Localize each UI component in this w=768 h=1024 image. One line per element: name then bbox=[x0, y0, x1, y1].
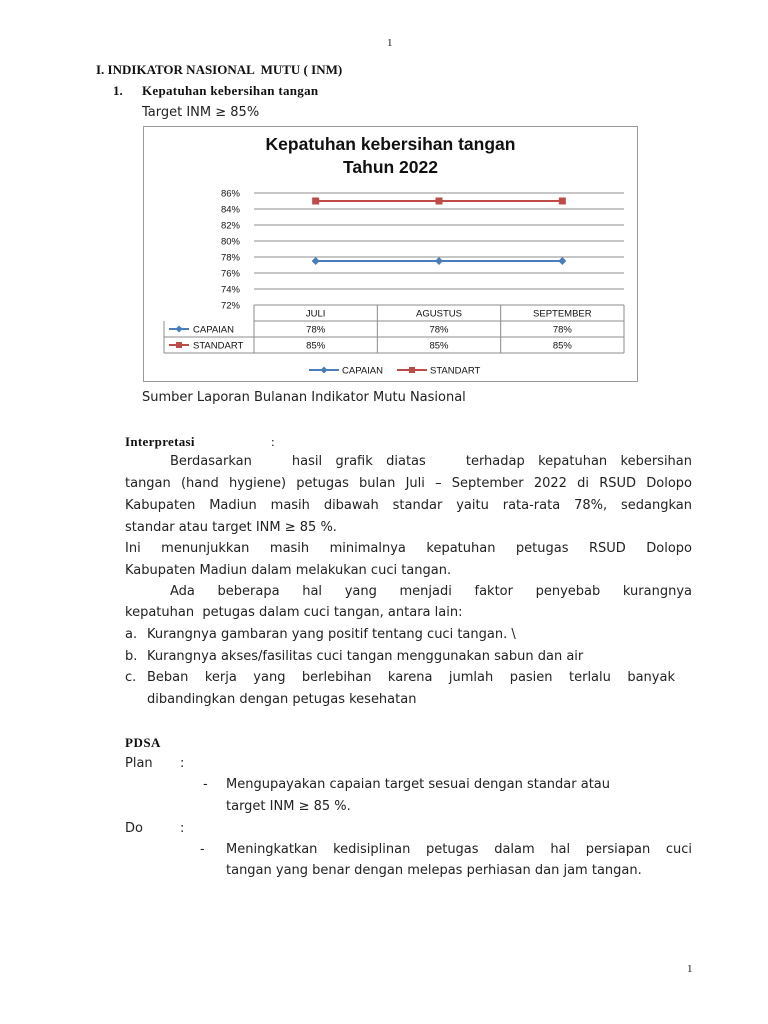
legend-label-standart: STANDART bbox=[430, 365, 481, 377]
paragraph-1-line-4: standar atau target INM ≥ 85 %. bbox=[125, 520, 337, 535]
chart-subtitle: Tahun 2022 bbox=[343, 157, 438, 177]
plan-colon: : bbox=[180, 756, 185, 771]
data-label: 78% bbox=[306, 324, 326, 336]
data-point-standart bbox=[312, 198, 319, 205]
do-colon: : bbox=[180, 821, 185, 836]
data-point-standart bbox=[436, 198, 443, 205]
list-marker-b: b. bbox=[125, 649, 138, 664]
data-label: 78% bbox=[552, 324, 572, 336]
interpretation-colon: : bbox=[271, 434, 275, 449]
table-legend-marker bbox=[176, 342, 182, 348]
x-category-label: AGUSTUS bbox=[416, 308, 462, 320]
legend-marker bbox=[321, 367, 328, 374]
y-tick-label: 80% bbox=[220, 236, 240, 248]
plan-label: Plan bbox=[125, 756, 153, 771]
y-tick-label: 82% bbox=[220, 220, 240, 232]
paragraph-2-line-2: Kabupaten Madiun dalam melakukan cuci tangan. bbox=[125, 563, 452, 578]
y-tick-label: 72% bbox=[220, 300, 240, 312]
list-marker-c: c. bbox=[125, 670, 137, 685]
data-point-capaian bbox=[435, 257, 443, 265]
item-title: Kepatuhan kebersihan tangan bbox=[142, 83, 319, 98]
do-label: Do bbox=[125, 821, 143, 836]
list-item-b: Kurangnya akses/fasilitas cuci tangan menggunakan sabun dan air bbox=[147, 649, 584, 664]
x-category-label: JULI bbox=[305, 308, 326, 320]
list-item-a: Kurangnya gambaran yang positif tentang cuci tangan. \ bbox=[147, 627, 516, 642]
chart-plot bbox=[144, 127, 637, 381]
data-label: 78% bbox=[429, 324, 449, 336]
plan-line-2: target INM ≥ 85 %. bbox=[226, 799, 351, 814]
list-item-c-line-1: Beban kerja yang berlebihan karena jumlah pasien terlalu banyak bbox=[147, 670, 675, 685]
data-point-standart bbox=[559, 198, 566, 205]
legend-marker bbox=[409, 367, 415, 373]
table-series-name: STANDART bbox=[193, 340, 244, 352]
list-marker-a: a. bbox=[125, 627, 138, 642]
legend-label-capaian: CAPAIAN bbox=[342, 365, 384, 377]
data-label: 85% bbox=[306, 340, 326, 352]
page-number-bottom: 1 bbox=[687, 963, 693, 975]
y-tick-label: 74% bbox=[220, 284, 240, 296]
table-legend-marker bbox=[176, 326, 183, 333]
pdsa-heading: PDSA bbox=[125, 735, 161, 750]
do-line-2: tangan yang benar dengan melepas perhiasan dan jam tangan. bbox=[226, 863, 642, 878]
paragraph-3-line-2: kepatuhan petugas dalam cuci tangan, antara lain: bbox=[125, 605, 463, 620]
paragraph-3-line-1: Ada beberapa hal yang menjadi faktor penyebab kurangnya bbox=[170, 584, 692, 599]
data-label: 85% bbox=[429, 340, 449, 352]
target-text: Target INM ≥ 85% bbox=[142, 105, 260, 120]
data-point-capaian bbox=[558, 257, 566, 265]
paragraph-1-line-3: Kabupaten Madiun masih dibawah standar yaitu rata-rata 78%, sedangkan bbox=[125, 498, 692, 513]
data-label: 85% bbox=[552, 340, 572, 352]
x-category-label: SEPTEMBER bbox=[533, 308, 592, 320]
page-number-top: 1 bbox=[387, 37, 393, 49]
plan-dash: - bbox=[203, 777, 208, 792]
interpretation-label: Interpretasi bbox=[125, 434, 195, 449]
y-tick-label: 78% bbox=[220, 252, 240, 264]
paragraph-1-line-1: Berdasarkan hasil grafik diatas terhadap kepatuhan kebersihan bbox=[170, 454, 692, 469]
paragraph-1-line-2: tangan (hand hygiene) petugas bulan Juli – September 2022 di RSUD Dolopo bbox=[125, 476, 692, 491]
y-tick-label: 86% bbox=[220, 188, 240, 200]
y-tick-label: 84% bbox=[220, 204, 240, 216]
source-text: Sumber Laporan Bulanan Indikator Mutu Nasional bbox=[142, 390, 466, 405]
chart-container bbox=[143, 126, 638, 382]
do-line-1: Meningkatkan kedisiplinan petugas dalam hal persiapan cuci bbox=[226, 842, 692, 857]
paragraph-2-line-1: Ini menunjukkan masih minimalnya kepatuhan petugas RSUD Dolopo bbox=[125, 541, 692, 556]
chart-title: Kepatuhan kebersihan tangan bbox=[265, 134, 516, 154]
section-heading: I. INDIKATOR NASIONAL MUTU ( INM) bbox=[96, 62, 343, 77]
list-item-c-line-2: dibandingkan dengan petugas kesehatan bbox=[147, 692, 417, 707]
y-tick-label: 76% bbox=[220, 268, 240, 280]
item-number: 1. bbox=[113, 83, 123, 98]
table-series-name: CAPAIAN bbox=[193, 324, 235, 336]
data-point-capaian bbox=[312, 257, 320, 265]
plan-line-1: Mengupayakan capaian target sesuai dengan standar atau bbox=[226, 777, 611, 792]
do-dash: - bbox=[200, 842, 205, 857]
